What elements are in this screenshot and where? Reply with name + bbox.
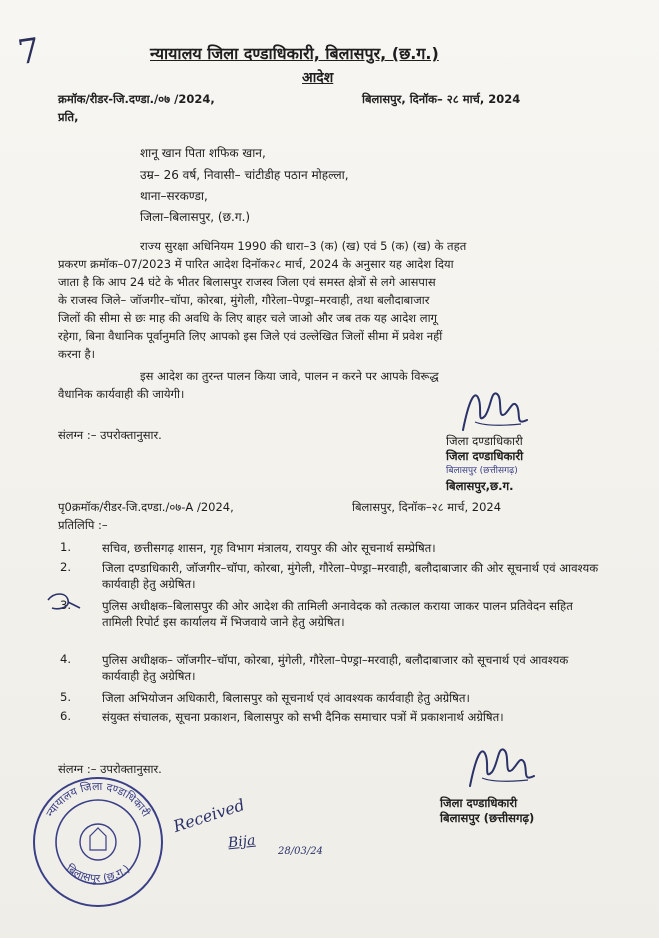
received-note: Received (170, 795, 247, 836)
copy-item-3-text: पुलिस अधीक्षक–बिलासपुर की ओर आदेश की तामिली अनावेदक को तत्काल कराया जाकर पालन प्रतिवेदन सहित तामिली रिपोर्ट इस कार्यालय में भिजवाये जाने हेतु अग्रेषित। (102, 599, 573, 629)
para1-line-7: करना है। (58, 347, 96, 361)
addressee-line-3: थाना–सरकण्डा, (140, 189, 208, 203)
para2-line-2: वैधानिक कार्यवाही की जायेगी। (58, 387, 185, 401)
svg-text:बिलासपुर (छ.ग.) (64, 862, 133, 885)
signature-2-line-2: बिलासपुर (छत्तीसगढ़) (440, 811, 535, 825)
receive-date: 28/03/24 (278, 846, 323, 857)
para2-line-1: इस आदेश का तुरन्त पालन किया जावे, पालन न करने पर आपके विरूद्ध (140, 369, 439, 383)
addressee-line-2: उम्र– 26 वर्ष, निवासी– चांटीडीह पठान मोहल्ला, (140, 168, 349, 182)
signature-1-line-2: जिला दण्डाधिकारी (446, 449, 524, 463)
copy-item-6-text: संयुक्त संचालक, सूचना प्रकाशन, बिलासपुर को सभी दैनिक समाचार पत्रों में प्रकाशनार्थ अग्रेषित। (102, 710, 504, 724)
seal-bottom-text: बिलासपुर (छ.ग.) (63, 862, 133, 886)
court-title: न्यायालय जिला दण्डाधिकारी, बिलासपुर, (छ.ग.) (150, 44, 439, 63)
office-seal (28, 772, 168, 912)
signature-1-line-3: बिलासपुर (छत्तीसगढ़) (446, 466, 518, 476)
copy-reference-number: पृ0क्रमॉक/रीडर-जि.दण्डा./०७-A /2024, (58, 500, 234, 514)
copy-item-2-number: 2. (60, 560, 72, 574)
reference-number: क्रमॉक/रीडर-जि.दण्डा./०७ /2024, (58, 92, 215, 106)
reference-date: बिलासपुर, दिनॉक– २८ मार्च, 2024 (362, 92, 521, 106)
signature-2 (462, 736, 542, 796)
copy-item-4-text: पुलिस अधीक्षक– जॉजगीर–चॉपा, कोरबा, मुंगेली, गौरेला–पेण्ड्रा–मरवाही, बलौदाबाजार को सूचनार्थ एवं आवश्यक कार्यवाही हेतु अग्रेषित। (102, 653, 569, 683)
enclosure-1: संलग्न :– उपरोक्तानुसार. (58, 428, 162, 442)
signature-1-block (446, 434, 523, 494)
para1-line-2: प्रकरण क्रमॉक–07/2023 में पारित आदेश दिनॉक२८ मार्च, 2024 के अनुसार यह आदेश दिया (58, 257, 454, 271)
para1-line-5: जिलों की सीमा से छः माह की अवधि के लिए बाहर चले जाओ और जब तक यह आदेश लागू (58, 311, 438, 325)
receiver-initials: Bija (227, 832, 257, 852)
copy-item-5-number: 5. (60, 690, 72, 704)
para1-line-6: रहेगा, बिना वैधानिक पूर्वानुमति लिए आपको इस जिले एवं उल्लेखित जिलों सीमा में प्रवेश नहीं (58, 329, 443, 343)
addressee-line-1: शानू खान पिता शफिक खान, (140, 146, 266, 160)
pratilipi-label: प्रतिलिपि :– (58, 518, 108, 532)
para1-line-3: जाता है कि आप 24 घंटे के भीतर बिलासपुर राजस्व जिला एवं समस्त क्षेत्रों से लगे आसपास (58, 275, 436, 289)
signature-2-line-1: जिला दण्डाधिकारी (440, 796, 518, 810)
prati-label: प्रति, (58, 110, 79, 124)
copy-item-3-number: 3. (60, 598, 72, 612)
copy-item-4-number: 4. (60, 652, 72, 666)
para1-line-1: राज्य सुरक्षा अधिनियम 1990 की धारा–3 (क) (ख) एवं 5 (क) (ख) के तहत (140, 239, 467, 253)
copy-item-1-text: सचिव, छत्तीसगढ़ शासन, गृह विभाग मंत्रालय, रायपुर की ओर सूचनार्थ सम्प्रेषित। (102, 541, 436, 555)
enclosure-2: संलग्न :– उपरोक्तानुसार. (58, 762, 162, 776)
copy-reference-date: बिलासपुर, दिनॉक–२८ मार्च, 2024 (352, 500, 502, 514)
copy-item-5-text: जिला अभियोजन अधिकारी, बिलासपुर को सूचनार्थ एवं आवश्यक कार्यवाही हेतु अग्रेषित। (102, 691, 470, 705)
handwritten-mark: 7 (15, 30, 43, 74)
signature-1-line-4: बिलासपुर,छ.ग. (446, 479, 514, 493)
addressee-line-4: जिला–बिलासपुर, (छ.ग.) (140, 210, 251, 224)
signature-2-block (440, 796, 534, 826)
seal-top-text: न्यायालय जिला दण्डाधिकारी (43, 779, 153, 819)
copy-item-2-text: जिला दण्डाधिकारी, जॉजगीर–चॉपा, कोरबा, मुंगेली, गौरेला–पेण्ड्रा–मरवाही, बलौदाबाजार की ओर सूचनार्थ एवं आवश्यक कार्यवाही हेतु अग्रेषित। (102, 561, 599, 591)
signature-1-line-1: जिला दण्डाधिकारी (446, 434, 523, 448)
para1-line-4: के राजस्व जिले– जॉजगीर–चॉपा, कोरबा, मुंगेली, गौरेला–पेण्ड्रा–मरवाही, तथा बलौदाबाजार (58, 293, 430, 307)
handwritten-tick (44, 588, 84, 614)
signature-1 (455, 380, 535, 440)
order-title: आदेश (302, 70, 334, 86)
copy-item-6-number: 6. (60, 709, 72, 723)
copy-item-1-number: 1. (60, 540, 72, 554)
